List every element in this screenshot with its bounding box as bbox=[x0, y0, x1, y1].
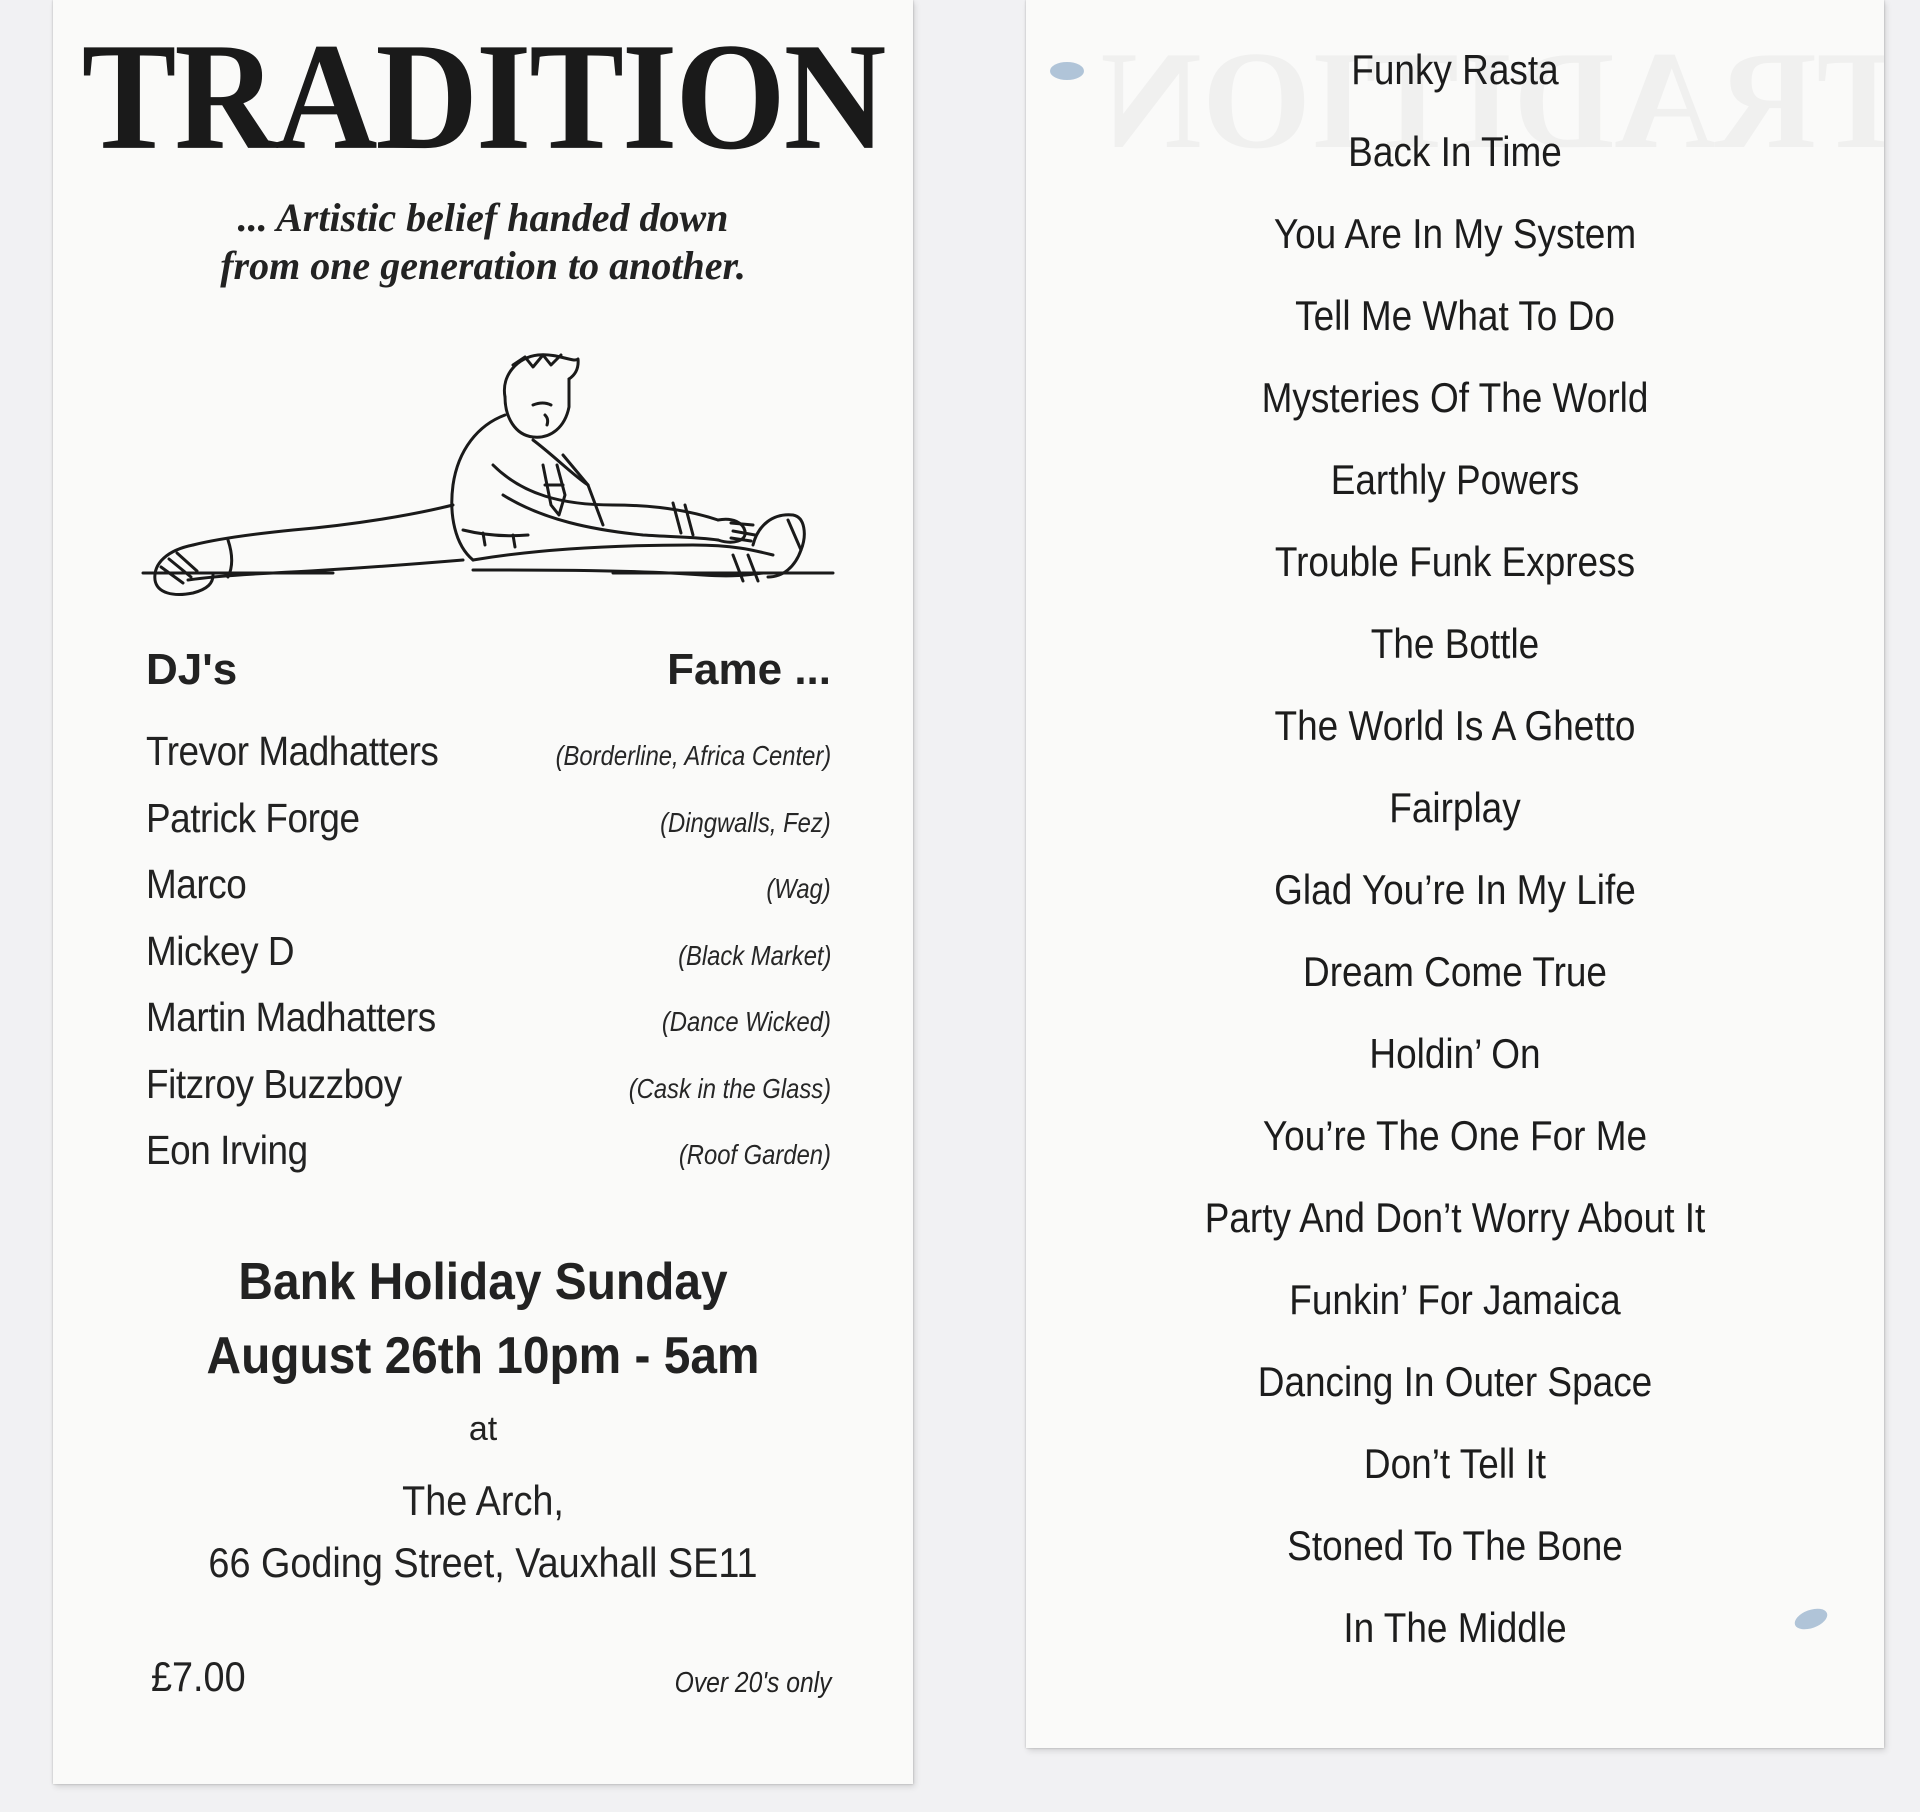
track-item: Dream Come True bbox=[1303, 948, 1607, 995]
track-item: Back In Time bbox=[1348, 128, 1562, 175]
flyer-back bbox=[1026, 0, 1884, 1748]
dj-venue: (Black Market) bbox=[677, 939, 831, 971]
dj-row bbox=[146, 994, 831, 1061]
djs-heading: DJ's bbox=[146, 645, 238, 694]
track-item: Stoned To The Bone bbox=[1287, 1522, 1623, 1569]
track-item: Fairplay bbox=[1389, 784, 1521, 831]
dj-name: Trevor Madhatters bbox=[146, 728, 439, 774]
ticket-price: £7.00 bbox=[151, 1653, 246, 1700]
track-item: Glad You’re In My Life bbox=[1274, 866, 1636, 913]
at-label: at bbox=[468, 1410, 498, 1448]
track-item: Party And Don’t Worry About It bbox=[1204, 1194, 1706, 1241]
age-restriction: Over 20's only bbox=[674, 1667, 831, 1699]
track-item: The World Is A Ghetto bbox=[1274, 702, 1636, 749]
event-day: Bank Holiday Sunday bbox=[238, 1253, 728, 1311]
venue-name: The Arch, bbox=[402, 1477, 564, 1524]
dj-row bbox=[146, 1127, 831, 1194]
dj-name: Eon Irving bbox=[146, 1127, 308, 1173]
track-item: Dancing In Outer Space bbox=[1257, 1358, 1653, 1405]
fame-heading: Fame ... bbox=[667, 645, 831, 694]
dj-row bbox=[146, 795, 831, 862]
stretching-man-illustration bbox=[133, 345, 853, 615]
track-item: Don’t Tell It bbox=[1363, 1440, 1547, 1487]
venue-address bbox=[96, 1470, 870, 1594]
track-item: Funkin’ For Jamaica bbox=[1289, 1276, 1621, 1323]
track-item: Earthly Powers bbox=[1330, 456, 1580, 503]
venue-street: 66 Goding Street, Vauxhall SE11 bbox=[208, 1539, 758, 1586]
dj-name: Patrick Forge bbox=[146, 794, 360, 841]
tagline-line-1: ... Artistic belief handed down bbox=[237, 195, 729, 240]
dj-name: Fitzroy Buzzboy bbox=[146, 1060, 402, 1107]
dj-name: Martin Madhatters bbox=[146, 994, 436, 1040]
event-time: August 26th 10pm - 5am bbox=[206, 1327, 760, 1385]
tagline bbox=[53, 194, 913, 290]
track-item: In The Middle bbox=[1343, 1604, 1567, 1651]
dj-row bbox=[146, 728, 831, 795]
dj-venue: (Borderline, Africa Center) bbox=[555, 740, 831, 771]
track-item: Mysteries Of The World bbox=[1261, 374, 1649, 421]
dj-venue: (Wag) bbox=[766, 873, 831, 904]
dj-venue: (Dingwalls, Fez) bbox=[660, 806, 831, 838]
track-item: Funky Rasta bbox=[1351, 46, 1559, 93]
dj-venue: (Dance Wicked) bbox=[661, 1006, 831, 1037]
track-item: The Bottle bbox=[1370, 620, 1540, 667]
dj-venue: (Roof Garden) bbox=[678, 1139, 831, 1170]
dj-name: Mickey D bbox=[146, 927, 295, 974]
dj-list bbox=[146, 728, 831, 1194]
tagline-line-2: from one generation to another. bbox=[220, 243, 746, 288]
track-item: Tell Me What To Do bbox=[1295, 292, 1615, 339]
track-item: Holdin’ On bbox=[1369, 1030, 1541, 1077]
track-item: You Are In My System bbox=[1273, 210, 1637, 257]
track-list bbox=[1026, 40, 1884, 1680]
flyer-title: TRADITION bbox=[81, 10, 885, 182]
dj-row bbox=[146, 1061, 831, 1128]
track-item: Trouble Funk Express bbox=[1274, 538, 1636, 585]
dj-name: Marco bbox=[146, 861, 247, 907]
dj-venue: (Cask in the Glass) bbox=[628, 1072, 831, 1104]
dj-row bbox=[146, 861, 831, 928]
track-item: You’re The One For Me bbox=[1262, 1112, 1648, 1159]
dj-row bbox=[146, 928, 831, 995]
flyer-front bbox=[53, 0, 913, 1784]
event-date bbox=[87, 1245, 878, 1393]
